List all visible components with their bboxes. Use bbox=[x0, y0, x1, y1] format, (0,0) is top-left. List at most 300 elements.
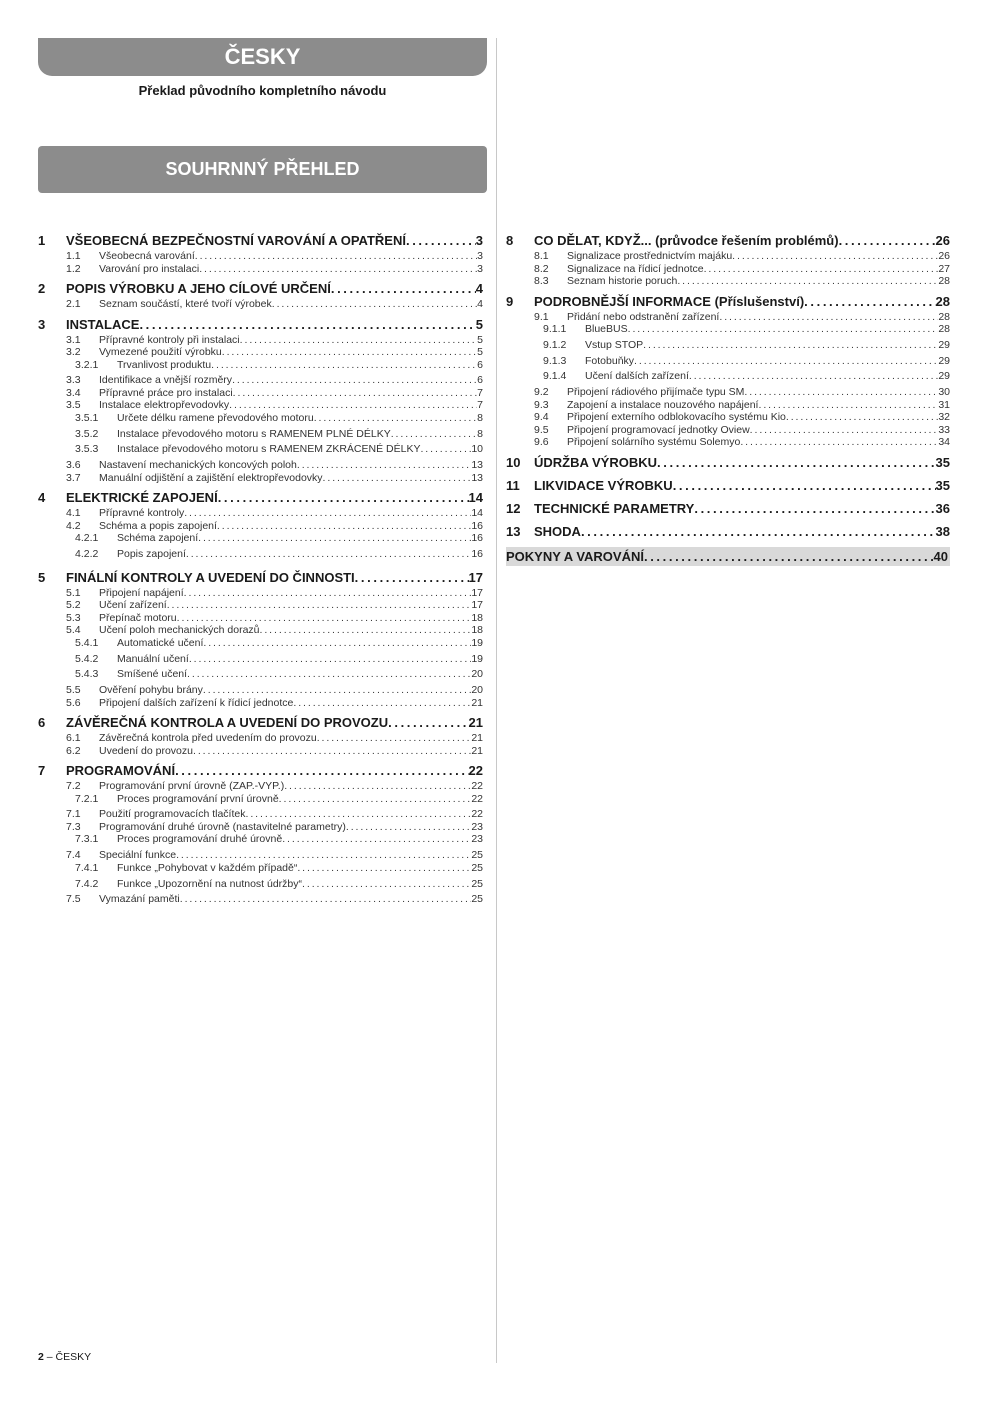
toc-entry-title: Varování pro instalaci bbox=[99, 262, 200, 275]
toc-entry-leader bbox=[175, 763, 468, 778]
toc-entry-title: Funkce „Pohybovat v každém případě“ bbox=[117, 861, 298, 874]
toc-entry-leader bbox=[218, 490, 469, 505]
toc-entry-leader bbox=[282, 833, 471, 845]
toc-entry-title: Učení zařízení bbox=[99, 599, 167, 612]
toc-entry-title: TECHNICKÉ PARAMETRY bbox=[534, 500, 695, 516]
toc-entry[interactable] bbox=[38, 697, 483, 710]
toc-entry-number: 9.4 bbox=[534, 411, 549, 424]
toc-entry-number: 7.3.1 bbox=[75, 833, 99, 846]
toc-entry[interactable] bbox=[38, 745, 483, 758]
toc-entry-page: 22 bbox=[471, 792, 483, 805]
toc-entry-number: 9.1.2 bbox=[543, 338, 567, 351]
toc-entry-number: 5.1 bbox=[66, 586, 81, 599]
toc-entry-leader bbox=[186, 548, 471, 560]
toc-entry-page: 28 bbox=[938, 310, 950, 323]
toc-entry-leader bbox=[184, 507, 471, 519]
toc-entry[interactable] bbox=[506, 455, 950, 472]
toc-entry-title: Signalizace na řídicí jednotce bbox=[567, 262, 704, 275]
toc-entry[interactable] bbox=[38, 520, 483, 533]
toc-entry-number: 4.1 bbox=[66, 507, 81, 520]
toc-entry[interactable] bbox=[38, 793, 483, 809]
toc-entry-number: 4 bbox=[38, 490, 46, 506]
toc-entry-page: 30 bbox=[938, 386, 950, 399]
toc-entry-number: 9.1 bbox=[534, 310, 549, 323]
toc-entry[interactable] bbox=[38, 359, 483, 375]
toc-entry-title: Manuální učení bbox=[117, 652, 189, 665]
toc-entry-leader bbox=[704, 263, 939, 275]
toc-entry[interactable] bbox=[38, 624, 483, 637]
toc-entry-page: 18 bbox=[471, 624, 483, 637]
toc-entry-leader bbox=[391, 428, 477, 440]
toc-entry-page: 21 bbox=[468, 715, 483, 731]
toc-entry-leader bbox=[167, 599, 472, 611]
toc-entry[interactable] bbox=[506, 411, 950, 424]
toc-entry-leader bbox=[677, 275, 938, 287]
toc-entry-leader bbox=[314, 412, 477, 424]
toc-entry-title: FINÁLNÍ KONTROLY A UVEDENÍ DO ČINNOSTI bbox=[66, 569, 355, 585]
toc-entry-number: 5.4.1 bbox=[75, 636, 99, 649]
toc-entry-page: 32 bbox=[938, 411, 950, 424]
toc-entry-leader bbox=[193, 745, 471, 757]
toc-entry-title: Identifikace a vnější rozměry bbox=[99, 374, 233, 387]
toc-entry[interactable] bbox=[38, 459, 483, 472]
toc-entry-page: 35 bbox=[935, 477, 950, 493]
toc-entry-leader bbox=[744, 386, 938, 398]
toc-entry-leader bbox=[323, 472, 472, 484]
toc-entry[interactable] bbox=[38, 715, 483, 732]
toc-entry-number: 3.6 bbox=[66, 459, 81, 472]
toc-entry[interactable] bbox=[38, 862, 483, 878]
footer-language: ČESKY bbox=[55, 1351, 92, 1363]
toc-entry-leader bbox=[233, 387, 478, 399]
toc-entry[interactable] bbox=[38, 472, 483, 485]
toc-entry-title: CO DĚLAT, KDYŽ... (průvodce řešením problémů) bbox=[534, 233, 839, 248]
toc-entry-page: 3 bbox=[477, 250, 483, 262]
toc-entry-number: 5.6 bbox=[66, 696, 81, 709]
toc-entry-number: 5.2 bbox=[66, 599, 81, 612]
toc-entry-title: Připojení dalších zařízení k řídicí jednotce bbox=[99, 696, 294, 709]
toc-entry-page: 14 bbox=[468, 490, 483, 506]
toc-entry[interactable] bbox=[38, 587, 483, 600]
toc-entry-title: Fotobuňky bbox=[585, 354, 635, 367]
toc-entry-leader bbox=[184, 587, 472, 599]
toc-entry-page: 36 bbox=[935, 500, 950, 516]
toc-entry[interactable] bbox=[506, 250, 950, 263]
toc-entry-page: 28 bbox=[938, 275, 950, 287]
toc-entry-title: Učení poloh mechanických dorazů bbox=[99, 624, 260, 637]
footer-page-number: 2 bbox=[38, 1351, 44, 1363]
toc-entry[interactable] bbox=[506, 323, 950, 339]
toc-entry-title: Vstup STOP bbox=[585, 338, 644, 351]
toc-entry-page: 7 bbox=[477, 386, 483, 399]
toc-entry-leader bbox=[297, 459, 471, 471]
subtitle: Překlad původního kompletního návodu bbox=[138, 83, 387, 98]
toc-entry-number: 1.1 bbox=[66, 250, 81, 262]
toc-entry-title: Připojení solárního systému Solemyo bbox=[567, 436, 741, 449]
toc-entry[interactable] bbox=[506, 275, 950, 288]
toc-entry-number: 7 bbox=[38, 763, 46, 779]
toc-entry-page: 6 bbox=[477, 358, 483, 371]
toc-entry[interactable] bbox=[506, 399, 950, 412]
toc-entry[interactable] bbox=[38, 532, 483, 548]
toc-entry-number: 7.1 bbox=[66, 808, 81, 821]
toc-entry-number: 6.1 bbox=[66, 732, 81, 745]
toc-entry-number: 8.1 bbox=[534, 250, 549, 262]
toc-entry-leader bbox=[355, 570, 469, 585]
toc-entry-leader bbox=[719, 311, 938, 323]
toc-entry-number: 1 bbox=[38, 233, 46, 248]
toc-entry[interactable] bbox=[506, 424, 950, 437]
toc-entry-number: 5.4 bbox=[66, 624, 81, 637]
toc-entry-page: 5 bbox=[475, 316, 483, 332]
toc-entry-title: VŠEOBECNÁ BEZPEČNOSTNÍ VAROVÁNÍ A OPATŘENÍ bbox=[66, 233, 406, 248]
toc-entry-leader bbox=[331, 281, 476, 296]
toc-entry-leader bbox=[689, 370, 938, 382]
toc-entry[interactable] bbox=[38, 250, 483, 263]
toc-entry[interactable] bbox=[38, 507, 483, 520]
toc-entry-title: Programování první úrovně (ZAP.-VYP.) bbox=[99, 780, 285, 793]
toc-entry-page: 19 bbox=[471, 636, 483, 649]
toc-entry[interactable] bbox=[38, 298, 483, 311]
toc-entry[interactable] bbox=[38, 281, 483, 298]
toc-entry-title: Použití programovacích tlačítek bbox=[99, 808, 246, 821]
toc-entry[interactable] bbox=[38, 263, 483, 276]
toc-entry-leader bbox=[406, 233, 476, 248]
toc-entry-number: 12 bbox=[506, 500, 521, 516]
toc-entry-leader bbox=[203, 684, 471, 696]
toc-entry[interactable] bbox=[38, 808, 483, 821]
toc-entry-number: 4.2.2 bbox=[75, 547, 99, 560]
toc-entry-page: 23 bbox=[471, 833, 483, 846]
toc-entry-title: SHODA bbox=[534, 523, 581, 539]
toc-entry[interactable] bbox=[38, 443, 483, 459]
summary-banner bbox=[38, 146, 487, 193]
toc-entry-title: Proces programování první úrovně bbox=[117, 792, 279, 805]
toc-entry[interactable] bbox=[506, 436, 950, 449]
toc-entry-leader bbox=[199, 263, 477, 275]
toc-entry-page: 21 bbox=[471, 744, 483, 757]
toc-entry-leader bbox=[272, 298, 477, 310]
toc-entry-leader bbox=[297, 862, 471, 874]
column-divider bbox=[496, 38, 497, 1363]
toc-entry[interactable] bbox=[506, 501, 950, 518]
toc-entry-title: Učení dalších zařízení bbox=[585, 370, 689, 383]
toc-entry-number: 4.2 bbox=[66, 519, 81, 532]
toc-entry-number: 8 bbox=[506, 233, 514, 248]
toc-entry-page: 21 bbox=[471, 732, 483, 745]
toc-entry-title: Manuální odjištění a zajištění elektropřevodovky bbox=[99, 471, 323, 484]
toc-entry-title: Instalace elektropřevodovky bbox=[99, 399, 230, 412]
toc-entry[interactable] bbox=[506, 524, 950, 541]
toc-entry-number: 4.2.1 bbox=[75, 532, 99, 545]
toc-entry-title: Instalace převodového motoru s RAMENEM PLNÉ DÉLKY bbox=[117, 427, 391, 440]
toc-entry-leader bbox=[673, 478, 936, 493]
summary-banner-label: SOUHRNNÝ PŘEHLED bbox=[165, 159, 360, 179]
language-banner-label: ČESKY bbox=[224, 44, 301, 69]
toc-entry-title: Vymezené použití výrobku bbox=[99, 346, 222, 358]
toc-entry-number: 5 bbox=[38, 569, 46, 585]
toc-entry-leader bbox=[198, 532, 471, 544]
toc-entry-title: Určete délku ramene převodového motoru bbox=[117, 411, 314, 424]
toc-entry-number: 3.4 bbox=[66, 386, 81, 399]
toc-entry-title: Smíšené učení bbox=[117, 668, 188, 681]
toc-entry-page: 28 bbox=[935, 293, 950, 309]
toc-entry-leader bbox=[643, 339, 938, 351]
toc-entry-title: Schéma zapojení bbox=[117, 532, 199, 545]
toc-entry-number: 3.7 bbox=[66, 471, 81, 484]
toc-entry[interactable] bbox=[506, 311, 950, 324]
toc-entry-page: 6 bbox=[477, 374, 483, 387]
toc-entry-page: 27 bbox=[938, 262, 950, 275]
toc-entry[interactable] bbox=[38, 780, 483, 793]
toc-entry-number: 13 bbox=[506, 523, 521, 539]
toc-entry-title: POKYNY A VAROVÁNÍ bbox=[506, 548, 644, 564]
toc-entry[interactable] bbox=[38, 317, 483, 334]
toc-entry-page: 10 bbox=[471, 443, 483, 456]
toc-entry-number: 5.4.2 bbox=[75, 652, 99, 665]
toc-entry-title: Připojení rádiového přijímače typu SM bbox=[567, 386, 745, 399]
toc-entry-number: 7.2.1 bbox=[75, 792, 99, 805]
toc-entry[interactable] bbox=[38, 732, 483, 745]
toc-entry[interactable] bbox=[38, 763, 483, 780]
toc-entry[interactable] bbox=[38, 878, 483, 894]
toc-entry-number: 3.3 bbox=[66, 374, 81, 387]
toc-entry-number: 3.5 bbox=[66, 399, 81, 412]
toc-entry[interactable] bbox=[38, 612, 483, 625]
toc-entry-title: Přidání nebo odstranění zařízení bbox=[567, 310, 720, 323]
toc-entry-title: Schéma a popis zapojení bbox=[99, 519, 217, 532]
toc-entry-title: Seznam součástí, které tvoří výrobek bbox=[99, 298, 272, 310]
toc-entry-leader bbox=[628, 323, 939, 335]
toc-entry-leader bbox=[284, 780, 471, 792]
toc-entry-leader bbox=[420, 443, 471, 455]
toc-entry-number: 6 bbox=[38, 715, 46, 731]
toc-entry-page: 13 bbox=[471, 471, 483, 484]
toc-entry[interactable] bbox=[38, 833, 483, 849]
toc-entry-number: 8.3 bbox=[534, 275, 549, 287]
toc-entry-title: POPIS VÝROBKU A JEHO CÍLOVÉ URČENÍ bbox=[66, 281, 331, 296]
toc-entry[interactable] bbox=[506, 370, 950, 386]
toc-entry-leader bbox=[203, 637, 471, 649]
toc-entry-page: 18 bbox=[471, 611, 483, 624]
toc-entry[interactable] bbox=[38, 668, 483, 684]
toc-entry-page: 28 bbox=[938, 323, 950, 335]
toc-entry-title: Uvedení do provozu bbox=[99, 744, 193, 757]
toc-entry[interactable] bbox=[38, 684, 483, 697]
toc-entry-number: 9.1.1 bbox=[543, 323, 567, 335]
page-footer bbox=[38, 1351, 91, 1363]
toc-entry-number: 8.2 bbox=[534, 262, 549, 275]
toc-entry[interactable] bbox=[38, 428, 483, 444]
toc-entry[interactable] bbox=[38, 548, 483, 564]
toc-entry-page: 8 bbox=[477, 411, 483, 424]
toc-entry-leader bbox=[195, 250, 477, 262]
toc-entry-leader bbox=[232, 374, 477, 386]
toc-entry-page: 34 bbox=[938, 436, 950, 449]
toc-entry-title: INSTALACE bbox=[66, 316, 140, 332]
toc-entry[interactable] bbox=[38, 387, 483, 400]
toc-entry-number: 7.5 bbox=[66, 893, 81, 906]
toc-entry-page: 33 bbox=[938, 423, 950, 436]
toc-entry-page: 29 bbox=[938, 338, 950, 351]
language-banner bbox=[38, 38, 487, 76]
toc-entry-title: BlueBUS bbox=[585, 323, 628, 335]
toc-entry-title: Programování druhé úrovně (nastavitelné parametry) bbox=[99, 820, 346, 833]
toc-entry[interactable] bbox=[38, 893, 483, 906]
toc-entry-page: 3 bbox=[475, 233, 483, 248]
toc-entry[interactable] bbox=[506, 233, 950, 250]
toc-entry-leader bbox=[229, 399, 477, 411]
toc-entry-leader bbox=[317, 732, 472, 744]
toc-entry-leader bbox=[581, 524, 936, 539]
toc-entry-title: PROGRAMOVÁNÍ bbox=[66, 763, 176, 779]
toc-entry[interactable] bbox=[38, 346, 483, 359]
toc-entry-number: 1.2 bbox=[66, 262, 81, 275]
toc-entry-leader bbox=[786, 411, 938, 423]
toc-entry[interactable] bbox=[506, 355, 950, 371]
toc-entry[interactable] bbox=[38, 412, 483, 428]
toc-right-column bbox=[506, 233, 950, 566]
toc-entry-page: 22 bbox=[468, 763, 483, 779]
toc-entry-leader bbox=[211, 359, 477, 371]
toc-entry-page: 29 bbox=[938, 370, 950, 383]
toc-entry-title: Popis zapojení bbox=[117, 547, 186, 560]
toc-entry-leader bbox=[657, 455, 936, 470]
toc-entry-number: 9 bbox=[506, 293, 514, 309]
toc-entry-page: 16 bbox=[471, 532, 483, 545]
toc-entry-page: 26 bbox=[935, 233, 950, 248]
toc-entry-leader bbox=[388, 715, 468, 730]
toc-entry-title: Připojení programovací jednotky Oview bbox=[567, 423, 750, 436]
toc-entry-page: 4 bbox=[475, 281, 483, 296]
footer-separator: – bbox=[43, 1351, 56, 1363]
toc-entry[interactable] bbox=[506, 263, 950, 276]
toc-entry-number: 3.5.2 bbox=[75, 427, 99, 440]
toc-entry-leader bbox=[346, 821, 471, 833]
toc-entry-leader bbox=[732, 250, 938, 262]
toc-entry[interactable] bbox=[506, 294, 950, 311]
toc-entry-number: 11 bbox=[506, 477, 520, 493]
toc-entry-leader bbox=[222, 346, 477, 358]
toc-entry[interactable] bbox=[38, 570, 483, 587]
toc-entry-page: 17 bbox=[468, 569, 483, 585]
toc-entry[interactable] bbox=[38, 374, 483, 387]
toc-entry-title: Ověření pohybu brány bbox=[99, 684, 203, 697]
toc-entry-title: Zapojení a instalace nouzového napájení bbox=[567, 398, 759, 411]
toc-entry-page: 3 bbox=[477, 262, 483, 275]
toc-entry-number: 7.2 bbox=[66, 780, 81, 793]
toc-entry-number: 3.1 bbox=[66, 333, 81, 346]
toc-entry-number: 6.2 bbox=[66, 744, 81, 757]
toc-entry-title: Všeobecná varování bbox=[99, 250, 195, 262]
toc-entry-page: 40 bbox=[933, 548, 948, 564]
toc-entry-title: Automatické učení bbox=[117, 636, 204, 649]
toc-entry-title: Přípravné kontroly bbox=[99, 507, 185, 520]
toc-entry-page: 20 bbox=[471, 684, 483, 697]
toc-entry-number: 3.2.1 bbox=[75, 358, 99, 371]
toc-entry-title: ZÁVĚREČNÁ KONTROLA A UVEDENÍ DO PROVOZU bbox=[66, 715, 389, 731]
toc-entry[interactable] bbox=[506, 547, 950, 566]
toc-entry-page: 16 bbox=[471, 547, 483, 560]
toc-entry-page: 25 bbox=[471, 861, 483, 874]
toc-entry-number: 7.4.2 bbox=[75, 877, 99, 890]
toc-entry-title: Seznam historie poruch bbox=[567, 275, 678, 287]
toc-entry-leader bbox=[634, 355, 938, 367]
toc-entry-title: Signalizace prostřednictvím majáku bbox=[567, 250, 733, 262]
toc-entry-number: 9.1.4 bbox=[543, 370, 567, 383]
toc-entry-title: Proces programování druhé úrovně bbox=[117, 833, 283, 846]
toc-entry-number: 3.2 bbox=[66, 346, 81, 358]
toc-entry-number: 10 bbox=[506, 454, 521, 470]
toc-entry-page: 17 bbox=[471, 586, 483, 599]
toc-entry[interactable] bbox=[38, 849, 483, 862]
toc-entry-title: Funkce „Upozornění na nutnost údržby“ bbox=[117, 877, 303, 890]
toc-entry-number: 7.4.1 bbox=[75, 861, 99, 874]
toc-entry-title: Nastavení mechanických koncových poloh bbox=[99, 459, 297, 472]
toc-entry-leader bbox=[180, 893, 472, 905]
toc-entry-page: 29 bbox=[938, 354, 950, 367]
toc-entry-leader bbox=[839, 233, 936, 248]
toc-entry-title: Připojení externího odblokovacího systému Kio bbox=[567, 411, 786, 424]
toc-entry-number: 7.3 bbox=[66, 820, 81, 833]
toc-entry-page: 22 bbox=[471, 808, 483, 821]
toc-entry-leader bbox=[302, 878, 471, 890]
toc-entry-leader bbox=[245, 808, 471, 820]
toc-entry-title: ELEKTRICKÉ ZAPOJENÍ bbox=[66, 490, 218, 506]
toc-entry[interactable] bbox=[38, 233, 483, 250]
toc-entry[interactable] bbox=[506, 386, 950, 399]
toc-entry-page: 16 bbox=[471, 519, 483, 532]
toc-entry-number: 3.5.1 bbox=[75, 411, 99, 424]
toc-entry-page: 23 bbox=[471, 820, 483, 833]
toc-entry-leader bbox=[740, 436, 938, 448]
toc-entry[interactable] bbox=[38, 334, 483, 347]
toc-entry-leader bbox=[804, 294, 935, 309]
toc-entry[interactable] bbox=[38, 637, 483, 653]
toc-entry-page: 25 bbox=[471, 849, 483, 862]
toc-entry-leader bbox=[279, 793, 472, 805]
toc-entry-leader bbox=[644, 549, 934, 564]
toc-entry[interactable] bbox=[38, 490, 483, 507]
toc-entry-page: 5 bbox=[477, 333, 483, 346]
toc-entry-page: 26 bbox=[938, 250, 950, 262]
toc-entry[interactable] bbox=[506, 339, 950, 355]
toc-entry-title: Trvanlivost produktu bbox=[117, 358, 212, 371]
toc-entry-leader bbox=[758, 399, 938, 411]
toc-entry-leader bbox=[694, 501, 935, 516]
toc-entry-title: Přípravné práce pro instalaci bbox=[99, 386, 233, 399]
toc-entry-leader bbox=[189, 653, 472, 665]
toc-entry-leader bbox=[176, 849, 471, 861]
toc-entry-page: 22 bbox=[471, 780, 483, 793]
toc-entry-number: 2 bbox=[38, 281, 46, 296]
toc-entry[interactable] bbox=[506, 478, 950, 495]
toc-entry[interactable] bbox=[38, 821, 483, 834]
toc-entry-number: 5.5 bbox=[66, 684, 81, 697]
toc-entry-page: 14 bbox=[471, 507, 483, 520]
toc-entry-number: 3.5.3 bbox=[75, 443, 99, 456]
toc-entry-leader bbox=[139, 317, 475, 332]
toc-entry-number: 2.1 bbox=[66, 298, 81, 310]
toc-entry-page: 25 bbox=[471, 877, 483, 890]
toc-entry-number: 9.2 bbox=[534, 386, 549, 399]
toc-entry[interactable] bbox=[38, 399, 483, 412]
toc-entry[interactable] bbox=[38, 653, 483, 669]
toc-entry-title: Přepínač motoru bbox=[99, 611, 177, 624]
toc-entry-title: LIKVIDACE VÝROBKU bbox=[534, 477, 673, 493]
toc-entry-title: PODROBNĚJŠÍ INFORMACE (Příslušenství) bbox=[534, 293, 805, 309]
toc-entry[interactable] bbox=[38, 599, 483, 612]
